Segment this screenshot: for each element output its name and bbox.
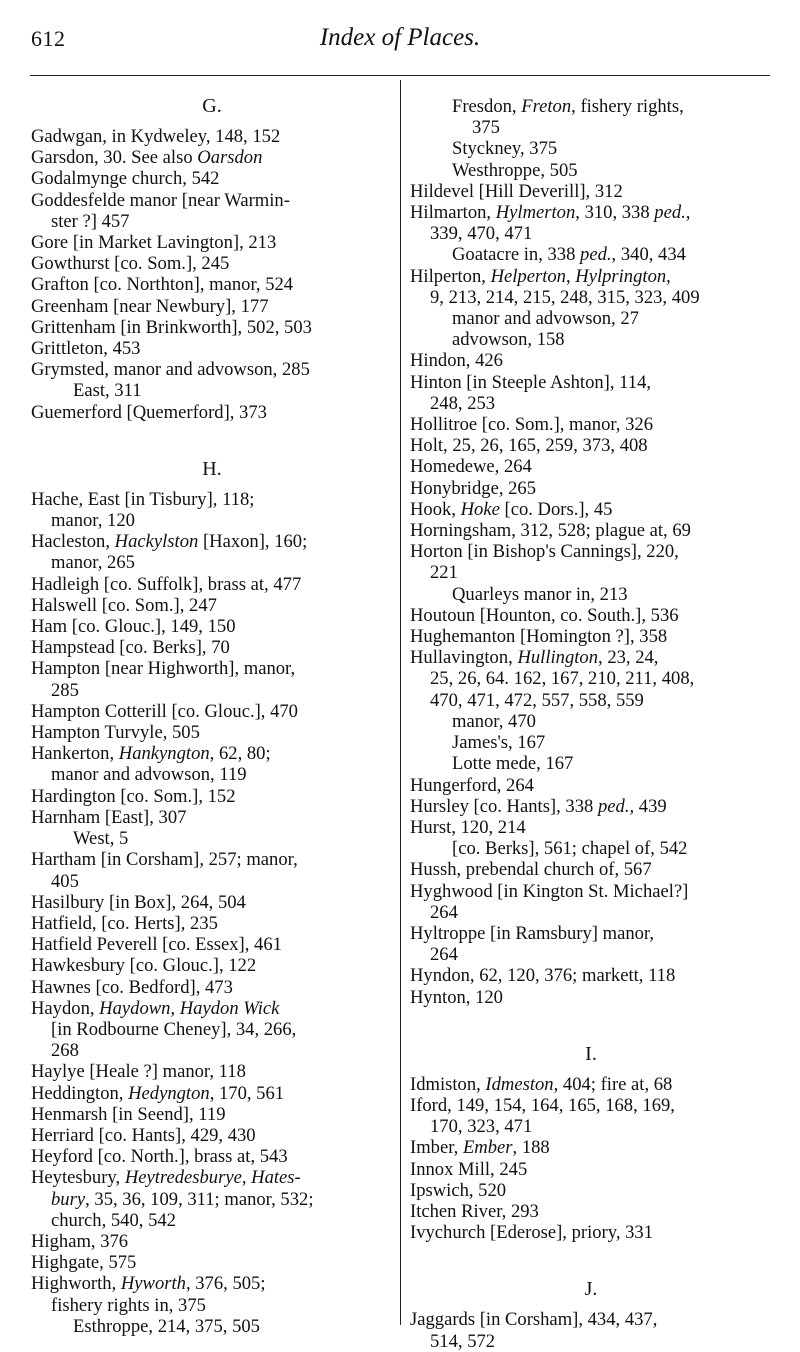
entry-text: Goatacre in, 338 <box>452 244 581 266</box>
entry-text: Herriard [co. Hants], 429, 430 <box>31 1124 256 1146</box>
index-entry <box>31 168 393 189</box>
entry-text: Jaggards [in Corsham], 434, 437, <box>410 1309 658 1331</box>
index-entry-continuation <box>410 393 772 414</box>
index-entry <box>410 372 772 393</box>
index-entry <box>410 965 772 986</box>
entry-text: Fresdon, <box>452 96 522 117</box>
entry-text: Heyford [co. North.], brass at, 543 <box>31 1146 288 1168</box>
index-entry <box>31 1083 393 1104</box>
entry-text: Styckney, 375 <box>452 138 558 160</box>
italic-variant-name: Oarsdon <box>197 147 263 169</box>
index-entry-continuation <box>410 562 772 583</box>
entry-text: Hynton, 120 <box>410 986 503 1008</box>
entry-text: Imber, <box>410 1137 463 1159</box>
entry-text: 25, 26, 64. 162, 167, 210, 211, 408, <box>430 668 695 690</box>
index-entry <box>31 1273 393 1294</box>
index-column-right <box>410 96 772 1352</box>
index-entry <box>31 574 393 595</box>
index-entry <box>31 934 393 955</box>
index-entry <box>410 456 772 477</box>
entry-text: Hatfield Peverell [co. Essex], 461 <box>31 934 282 956</box>
entry-text: [co. Dors.], 45 <box>499 498 613 520</box>
index-entry <box>31 743 393 764</box>
entry-text: Greenham [near Newbury], 177 <box>31 295 269 317</box>
entry-text: Hilperton, <box>410 265 491 287</box>
entry-text: , fishery rights, <box>571 96 684 117</box>
index-entry <box>31 1061 393 1082</box>
index-entry-continuation <box>410 668 772 689</box>
index-entry <box>31 722 393 743</box>
index-entry <box>410 796 772 817</box>
index-entry <box>410 775 772 796</box>
entry-text: 264 <box>430 944 458 966</box>
index-entry <box>31 616 393 637</box>
entry-text: Itchen River, 293 <box>410 1200 539 1222</box>
index-entry <box>31 849 393 870</box>
entry-text: 170, 323, 471 <box>430 1116 533 1138</box>
index-entry-continuation <box>31 510 393 531</box>
index-subentry <box>410 711 772 732</box>
entry-text: Lotte mede, 167 <box>452 753 574 775</box>
entry-text: Horningsham, 312, 528; plague at, 69 <box>410 520 691 542</box>
index-subentry <box>410 732 772 753</box>
entry-text: Hyltroppe [in Ramsbury] manor, <box>410 922 655 944</box>
entry-text: fishery rights in, 375 <box>51 1294 206 1316</box>
entry-text: Ipswich, 520 <box>410 1179 507 1201</box>
index-entry <box>410 817 772 838</box>
index-entry <box>410 881 772 902</box>
index-entry <box>410 435 772 456</box>
index-entry <box>31 317 393 338</box>
italic-variant-name: ped. <box>580 244 612 266</box>
entry-text: Henmarsh [in Seend], 119 <box>31 1103 226 1125</box>
index-subentry <box>410 117 772 138</box>
entry-text: , 35, 36, 109, 311; manor, 532; <box>85 1188 314 1210</box>
entry-text: , 188 <box>512 1137 550 1159</box>
index-entry <box>31 531 393 552</box>
index-entry <box>31 637 393 658</box>
entry-text: Heddington, <box>31 1082 129 1104</box>
entry-text: Hindon, 426 <box>410 350 503 372</box>
index-entry <box>31 147 393 168</box>
entry-text: , 310, 338 <box>575 202 655 224</box>
entry-text: 285 <box>51 679 79 701</box>
entry-text: Hurst, 120, 214 <box>410 816 526 838</box>
entry-text: Grymsted, manor and advowson, 285 <box>31 359 310 381</box>
entry-text: Grittleton, 453 <box>31 338 141 360</box>
italic-variant-name: Hylmerton <box>495 202 576 224</box>
entry-text: church, 540, 542 <box>51 1209 176 1231</box>
entry-text: Garsdon, 30. See also <box>31 147 198 169</box>
entry-text: East, 311 <box>73 380 142 402</box>
index-entry <box>31 595 393 616</box>
entry-text: advowson, 158 <box>452 329 565 351</box>
italic-variant-name: Helperton <box>490 265 566 287</box>
index-entry-continuation <box>410 690 772 711</box>
index-entry <box>410 350 772 371</box>
entry-text: Homedewe, 264 <box>410 456 532 478</box>
entry-text: James's, 167 <box>452 732 546 754</box>
index-entry <box>31 1231 393 1252</box>
index-entry <box>410 202 772 223</box>
index-entry <box>31 274 393 295</box>
entry-text: , <box>170 997 180 1019</box>
italic-variant-name: Ember <box>462 1137 513 1159</box>
entry-text: Horton [in Bishop's Cannings], 220, <box>410 541 679 563</box>
entry-text: Haylye [Heale ?] manor, 118 <box>31 1061 246 1083</box>
entry-text: Hollitroe [co. Som.], manor, 326 <box>410 414 653 436</box>
section-letter-heading: H. <box>202 457 222 480</box>
entry-text: , <box>565 265 576 287</box>
italic-variant-name: ped. <box>597 795 630 817</box>
index-entry <box>410 859 772 880</box>
entry-text: , <box>685 202 691 224</box>
index-subentry <box>31 828 393 849</box>
italic-variant-name: bury <box>51 1188 86 1210</box>
italic-variant-name: Hackylston <box>114 531 199 553</box>
index-entry <box>31 1252 393 1273</box>
running-title: Index of Places. <box>319 24 481 51</box>
index-entry <box>410 1180 772 1201</box>
index-entry-continuation <box>410 287 772 308</box>
entry-text: , <box>666 265 671 287</box>
index-entry <box>410 1159 772 1180</box>
entry-text: , 23, 24, <box>598 647 659 669</box>
entry-text: 264 <box>430 901 458 923</box>
entry-text: Grittenham [in Brinkworth], 502, 503 <box>31 316 312 338</box>
index-entry <box>31 701 393 722</box>
entry-text: Ivychurch [Ederose], priory, 331 <box>410 1222 654 1244</box>
index-subentry <box>31 1316 393 1337</box>
entry-text: manor and advowson, 119 <box>51 764 247 786</box>
index-entry <box>31 786 393 807</box>
entry-text: Harnham [East], 307 <box>31 806 187 828</box>
entry-text: Grafton [co. Northton], manor, 524 <box>31 274 294 296</box>
index-entry <box>31 338 393 359</box>
index-entry-continuation <box>31 1019 393 1040</box>
index-subentry <box>410 308 772 329</box>
entry-text: manor, 120 <box>51 510 135 532</box>
index-entry-continuation <box>31 1210 393 1231</box>
index-entry <box>410 1309 772 1330</box>
entry-text: Guemerford [Quemerford], 373 <box>31 401 267 423</box>
entry-text: 339, 470, 471 <box>430 223 533 245</box>
italic-variant-name: Hedyngton <box>128 1082 210 1104</box>
index-entry <box>31 913 393 934</box>
header-rule <box>30 75 770 76</box>
entry-text: Higham, 376 <box>31 1230 129 1252</box>
entry-text: , 62, 80; <box>209 743 271 765</box>
entry-text: Hyghwood [in Kington St. Michael?] <box>410 880 689 902</box>
entry-text: Hawnes [co. Bedford], 473 <box>31 976 233 998</box>
entry-text: Gadwgan, in Kydweley, 148, 152 <box>31 126 281 147</box>
index-entry <box>31 1104 393 1125</box>
index-entry <box>410 181 772 202</box>
entry-text: 405 <box>51 870 79 892</box>
index-entry <box>31 998 393 1019</box>
entry-text: Hyndon, 62, 120, 376; markett, 118 <box>410 965 676 987</box>
index-subentry <box>410 584 772 605</box>
index-entry-continuation <box>410 1116 772 1137</box>
entry-text: Idmiston, <box>410 1073 486 1095</box>
entry-text: Haydon, <box>31 997 100 1019</box>
entry-text: Hadleigh [co. Suffolk], brass at, 477 <box>31 573 302 595</box>
entry-text: Hursley [co. Hants], 338 <box>410 795 598 817</box>
italic-variant-name: Hullington <box>517 647 599 669</box>
index-entry <box>31 489 393 510</box>
index-subentry <box>410 329 772 350</box>
index-entry <box>410 478 772 499</box>
section-letter-heading: G. <box>202 95 222 117</box>
index-entry <box>410 1074 772 1095</box>
page-number: 612 <box>31 26 66 51</box>
entry-text: Hacleston, <box>31 531 115 553</box>
index-entry <box>410 605 772 626</box>
index-entry-continuation <box>410 944 772 965</box>
entry-text: Hilmarton, <box>410 202 496 224</box>
entry-text: Westhroppe, 505 <box>452 159 578 181</box>
index-entry <box>31 658 393 679</box>
index-entry <box>410 1201 772 1222</box>
entry-text: Hartham [in Corsham], 257; manor, <box>31 849 298 871</box>
index-entry <box>410 414 772 435</box>
entry-text: , 170, 561 <box>209 1082 285 1104</box>
index-entry <box>410 987 772 1008</box>
section-letter-heading: J. <box>584 1278 598 1301</box>
entry-text: Godalmynge church, 542 <box>31 168 220 190</box>
index-subentry <box>410 838 772 859</box>
entry-text: Hughemanton [Homington ?], 358 <box>410 626 668 648</box>
entry-text: , 376, 505; <box>185 1273 266 1295</box>
index-entry <box>31 126 393 147</box>
entry-text: Gore [in Market Lavington], 213 <box>31 232 277 254</box>
italic-variant-name: Hankyngton <box>118 743 210 765</box>
index-entry <box>410 923 772 944</box>
entry-text: , 439 <box>629 795 667 817</box>
entry-text: Esthroppe, 214, 375, 505 <box>73 1315 260 1337</box>
index-entry-continuation <box>31 1295 393 1316</box>
index-entry <box>31 955 393 976</box>
index-subentry <box>410 753 772 774</box>
index-entry-continuation <box>31 871 393 892</box>
index-entry-continuation <box>31 552 393 573</box>
index-entry <box>31 296 393 317</box>
entry-text: Hinton [in Steeple Ashton], 114, <box>410 371 652 393</box>
italic-variant-name: Hoke <box>460 498 500 520</box>
index-entry <box>31 402 393 423</box>
italic-variant-name: Hyworth <box>120 1273 186 1295</box>
index-entry <box>410 1095 772 1116</box>
index-entry-continuation <box>31 211 393 232</box>
italic-variant-name: Hates- <box>251 1167 301 1189</box>
index-entry <box>410 520 772 541</box>
entry-text: 221 <box>430 562 458 584</box>
entry-text: Hankerton, <box>31 743 119 765</box>
entry-text: Hasilbury [in Box], 264, 504 <box>31 891 246 913</box>
index-entry-continuation <box>31 764 393 785</box>
index-entry-continuation <box>31 680 393 701</box>
entry-text: Hildevel [Hill Deverill], 312 <box>410 180 623 202</box>
entry-text: , 404; fire at, 68 <box>553 1073 673 1095</box>
index-entry <box>31 1146 393 1167</box>
index-entry-continuation <box>410 223 772 244</box>
index-entry <box>31 977 393 998</box>
entry-text: Houtoun [Hounton, co. South.], 536 <box>410 604 679 626</box>
entry-text: manor, 265 <box>51 552 135 574</box>
section-letter-heading: I. <box>585 1042 597 1065</box>
entry-text: manor and advowson, 27 <box>452 308 639 330</box>
index-subentry <box>410 96 772 117</box>
index-entry-continuation <box>410 902 772 923</box>
entry-text: 248, 253 <box>430 392 496 414</box>
entry-text: Highworth, <box>31 1273 121 1295</box>
entry-text: 9, 213, 214, 215, 248, 315, 323, 409 <box>430 286 700 308</box>
entry-text: Hache, East [in Tisbury], 118; <box>31 488 255 510</box>
entry-text: Hullavington, <box>410 647 518 669</box>
entry-text: 470, 471, 472, 557, 558, 559 <box>430 689 644 711</box>
entry-text: Hampton Turvyle, 505 <box>31 722 200 744</box>
index-entry <box>410 1137 772 1158</box>
index-entry-continuation <box>31 1189 393 1210</box>
index-entry <box>410 541 772 562</box>
entry-text: Hampstead [co. Berks], 70 <box>31 637 230 659</box>
index-subentry <box>410 138 772 159</box>
entry-text: [Haxon], 160; <box>198 531 308 553</box>
column-divider <box>400 80 401 1325</box>
italic-variant-name: Hylprington <box>575 265 667 287</box>
entry-text: Hampton Cotterill [co. Glouc.], 470 <box>31 700 298 722</box>
index-entry <box>410 1222 772 1243</box>
index-entry <box>31 807 393 828</box>
entry-text: Highgate, 575 <box>31 1252 137 1274</box>
entry-text: Hussh, prebendal church of, 567 <box>410 859 652 881</box>
index-column-left <box>31 92 393 1337</box>
index-entry <box>31 253 393 274</box>
entry-text: 375 <box>472 117 500 139</box>
entry-text: , <box>241 1167 252 1189</box>
entry-text: Halswell [co. Som.], 247 <box>31 594 217 616</box>
entry-text: Quarleys manor in, 213 <box>452 583 628 605</box>
index-entry-continuation <box>31 1040 393 1061</box>
entry-text: Goddesfelde manor [near Warmin- <box>31 189 290 211</box>
italic-variant-name: Heytredesburye <box>124 1167 242 1189</box>
index-subentry <box>31 380 393 401</box>
entry-text: 268 <box>51 1040 79 1062</box>
italic-variant-name: Idmeston <box>485 1073 554 1095</box>
index-entry <box>31 232 393 253</box>
entry-text: West, 5 <box>73 828 129 850</box>
index-entry <box>410 647 772 668</box>
entry-text: manor, 470 <box>452 710 536 732</box>
index-entry <box>31 892 393 913</box>
index-entry <box>410 499 772 520</box>
index-entry <box>410 266 772 287</box>
index-entry <box>31 359 393 380</box>
entry-text: [in Rodbourne Cheney], 34, 266, <box>51 1018 297 1040</box>
entry-text: Hatfield, [co. Herts], 235 <box>31 912 218 934</box>
italic-variant-name: Haydown <box>99 997 171 1019</box>
entry-text: Hampton [near Highworth], manor, <box>31 658 296 680</box>
italic-variant-name: Haydon Wick <box>179 997 280 1019</box>
index-entry <box>410 626 772 647</box>
entry-text: Hardington [co. Som.], 152 <box>31 785 236 807</box>
italic-variant-name: Freton <box>521 96 572 117</box>
entry-text: Iford, 149, 154, 164, 165, 168, 169, <box>410 1094 675 1116</box>
entry-text: ster ?] 457 <box>51 210 130 232</box>
entry-text: Heytesbury, <box>31 1167 125 1189</box>
index-entry <box>31 1167 393 1188</box>
entry-text: Honybridge, 265 <box>410 477 537 499</box>
entry-text: Hook, <box>410 498 461 520</box>
index-entry <box>31 190 393 211</box>
entry-text: 514, 572 <box>430 1330 496 1352</box>
entry-text: Innox Mill, 245 <box>410 1158 528 1180</box>
entry-text: [co. Berks], 561; chapel of, 542 <box>452 838 688 860</box>
entry-text: , 340, 434 <box>611 244 686 266</box>
italic-variant-name: ped. <box>654 202 686 224</box>
entry-text: Gowthurst [co. Som.], 245 <box>31 253 230 275</box>
entry-text: Hawkesbury [co. Glouc.], 122 <box>31 955 257 977</box>
index-subentry <box>410 244 772 265</box>
entry-text: Holt, 25, 26, 165, 259, 373, 408 <box>410 435 648 457</box>
entry-text: Hungerford, 264 <box>410 774 534 796</box>
index-entry-continuation <box>410 1331 772 1352</box>
index-entry <box>31 1125 393 1146</box>
entry-text: Ham [co. Glouc.], 149, 150 <box>31 616 236 638</box>
index-subentry <box>410 160 772 181</box>
